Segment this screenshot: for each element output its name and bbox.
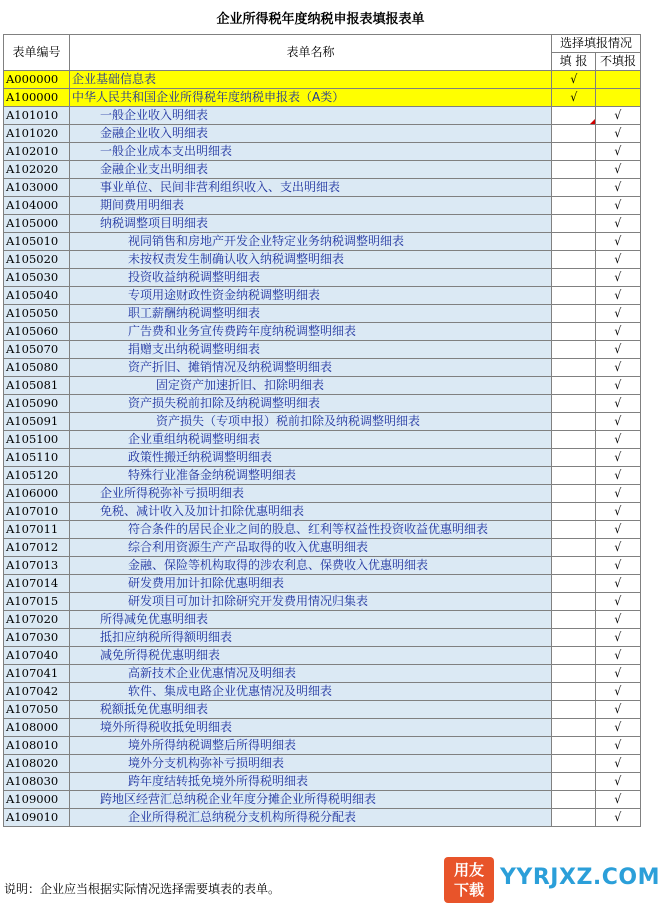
- fill-checkbox[interactable]: [552, 539, 596, 557]
- form-name: 企业基础信息表: [70, 71, 552, 89]
- nofill-checkbox[interactable]: [596, 431, 641, 449]
- table-row: [4, 341, 641, 359]
- check-mark-icon: √: [570, 72, 577, 86]
- fill-checkbox[interactable]: [552, 449, 596, 467]
- nofill-checkbox[interactable]: [596, 197, 641, 215]
- form-name: 金融企业收入明细表: [70, 125, 552, 143]
- fill-checkbox[interactable]: [552, 773, 596, 791]
- form-name: 企业重组纳税调整明细表: [70, 431, 552, 449]
- form-code: A000000: [4, 71, 70, 89]
- check-mark-icon: √: [570, 90, 577, 104]
- form-name: 境外分支机构弥补亏损明细表: [70, 755, 552, 773]
- fill-checkbox[interactable]: [552, 161, 596, 179]
- form-name: 金融、保险等机构取得的涉农利息、保费收入优惠明细表: [70, 557, 552, 575]
- check-mark-icon: √: [614, 180, 622, 194]
- table-row: [4, 107, 641, 125]
- form-name: 抵扣应纳税所得额明细表: [70, 629, 552, 647]
- form-code: A102010: [4, 143, 70, 161]
- nofill-checkbox[interactable]: [596, 701, 641, 719]
- fill-checkbox[interactable]: [552, 521, 596, 539]
- table-row: [4, 197, 641, 215]
- nofill-checkbox[interactable]: [596, 575, 641, 593]
- form-code: A107011: [4, 521, 70, 539]
- fill-checkbox[interactable]: [552, 197, 596, 215]
- form-name: 投资收益纳税调整明细表: [70, 269, 552, 287]
- table-row: [4, 395, 641, 413]
- nofill-checkbox[interactable]: [596, 269, 641, 287]
- nofill-checkbox[interactable]: [596, 215, 641, 233]
- table-row: [4, 377, 641, 395]
- form-code: A105081: [4, 377, 70, 395]
- form-code: A105100: [4, 431, 70, 449]
- fill-checkbox[interactable]: [552, 305, 596, 323]
- table-row: [4, 557, 641, 575]
- fill-checkbox[interactable]: [552, 323, 596, 341]
- form-code: A105010: [4, 233, 70, 251]
- form-code: A107042: [4, 683, 70, 701]
- form-code: A105070: [4, 341, 70, 359]
- form-name: 期间费用明细表: [70, 197, 552, 215]
- check-mark-icon: √: [614, 342, 622, 356]
- nofill-checkbox[interactable]: [596, 395, 641, 413]
- form-name: 资产损失税前扣除及纳税调整明细表: [70, 395, 552, 413]
- form-code: A105060: [4, 323, 70, 341]
- nofill-checkbox[interactable]: [596, 593, 641, 611]
- nofill-checkbox[interactable]: [596, 485, 641, 503]
- table-row: [4, 359, 641, 377]
- check-mark-icon: √: [614, 774, 622, 788]
- check-mark-icon: √: [614, 396, 622, 410]
- fill-checkbox[interactable]: [552, 251, 596, 269]
- fill-checkbox[interactable]: [552, 413, 596, 431]
- form-name: 未按权责发生制确认收入纳税调整明细表: [70, 251, 552, 269]
- header-name: 表单名称: [70, 35, 552, 71]
- check-mark-icon: √: [614, 216, 622, 230]
- check-mark-icon: √: [614, 756, 622, 770]
- form-code: A109000: [4, 791, 70, 809]
- form-code: A107010: [4, 503, 70, 521]
- table-row: [4, 215, 641, 233]
- fill-checkbox[interactable]: [552, 89, 596, 107]
- nofill-checkbox[interactable]: [596, 629, 641, 647]
- fill-checkbox[interactable]: [552, 359, 596, 377]
- form-name: 税额抵免优惠明细表: [70, 701, 552, 719]
- form-code: A105000: [4, 215, 70, 233]
- table-row: [4, 575, 641, 593]
- table-row: [4, 503, 641, 521]
- fill-checkbox[interactable]: [552, 71, 596, 89]
- fill-checkbox[interactable]: [552, 755, 596, 773]
- table-row: [4, 629, 641, 647]
- form-code: A101020: [4, 125, 70, 143]
- check-mark-icon: √: [614, 666, 622, 680]
- form-name: 视同销售和房地产开发企业特定业务纳税调整明细表: [70, 233, 552, 251]
- fill-checkbox[interactable]: [552, 287, 596, 305]
- form-code: A105080: [4, 359, 70, 377]
- table-row: [4, 89, 641, 107]
- check-mark-icon: √: [614, 126, 622, 140]
- form-name: 捐赠支出纳税调整明细表: [70, 341, 552, 359]
- form-code: A107020: [4, 611, 70, 629]
- nofill-checkbox[interactable]: [596, 467, 641, 485]
- table-row: [4, 485, 641, 503]
- fill-checkbox[interactable]: [552, 737, 596, 755]
- fill-checkbox[interactable]: [552, 269, 596, 287]
- fill-checkbox[interactable]: [552, 395, 596, 413]
- check-mark-icon: √: [614, 684, 622, 698]
- form-selection-table: [3, 34, 641, 827]
- fill-checkbox[interactable]: [552, 557, 596, 575]
- form-code: A105020: [4, 251, 70, 269]
- form-code: A106000: [4, 485, 70, 503]
- form-name: 政策性搬迁纳税调整明细表: [70, 449, 552, 467]
- table-row: [4, 809, 641, 827]
- nofill-checkbox[interactable]: [596, 107, 641, 125]
- check-mark-icon: √: [614, 576, 622, 590]
- form-name: 企业所得税汇总纳税分支机构所得税分配表: [70, 809, 552, 827]
- form-name: 纳税调整项目明细表: [70, 215, 552, 233]
- check-mark-icon: √: [614, 360, 622, 374]
- fill-checkbox[interactable]: [552, 233, 596, 251]
- nofill-checkbox[interactable]: [596, 125, 641, 143]
- form-name: 专项用途财政性资金纳税调整明细表: [70, 287, 552, 305]
- check-mark-icon: √: [614, 594, 622, 608]
- fill-checkbox[interactable]: [552, 341, 596, 359]
- check-mark-icon: √: [614, 738, 622, 752]
- form-code: A107030: [4, 629, 70, 647]
- form-name: 事业单位、民间非营利组织收入、支出明细表: [70, 179, 552, 197]
- nofill-checkbox[interactable]: [596, 305, 641, 323]
- form-name: 一般企业成本支出明细表: [70, 143, 552, 161]
- check-mark-icon: √: [614, 450, 622, 464]
- table-row: [4, 161, 641, 179]
- fill-checkbox[interactable]: [552, 503, 596, 521]
- nofill-checkbox[interactable]: [596, 503, 641, 521]
- check-mark-icon: √: [614, 720, 622, 734]
- nofill-checkbox[interactable]: [596, 161, 641, 179]
- nofill-checkbox[interactable]: [596, 647, 641, 665]
- watermark-badge: [444, 857, 494, 903]
- form-code: A107014: [4, 575, 70, 593]
- nofill-checkbox[interactable]: [596, 737, 641, 755]
- table-row: [4, 791, 641, 809]
- form-code: A105040: [4, 287, 70, 305]
- table-row: [4, 179, 641, 197]
- nofill-checkbox[interactable]: [596, 539, 641, 557]
- form-name: 境外所得税收抵免明细表: [70, 719, 552, 737]
- header-fill: 填 报: [552, 53, 596, 71]
- check-mark-icon: √: [614, 234, 622, 248]
- watermark-logo: [444, 855, 660, 905]
- form-name: 研发项目可加计扣除研究开发费用情况归集表: [70, 593, 552, 611]
- check-mark-icon: √: [614, 324, 622, 338]
- form-name: 免税、减计收入及加计扣除优惠明细表: [70, 503, 552, 521]
- form-name: 跨年度结转抵免境外所得税明细表: [70, 773, 552, 791]
- watermark-badge-bottom: 下载: [453, 881, 484, 899]
- table-row: [4, 431, 641, 449]
- fill-checkbox[interactable]: [552, 143, 596, 161]
- fill-checkbox[interactable]: [552, 683, 596, 701]
- check-mark-icon: √: [614, 306, 622, 320]
- check-mark-icon: √: [614, 432, 622, 446]
- table-row: [4, 773, 641, 791]
- form-name: 境外所得纳税调整后所得明细表: [70, 737, 552, 755]
- form-name: 高新技术企业优惠情况及明细表: [70, 665, 552, 683]
- check-mark-icon: √: [614, 792, 622, 806]
- form-code: A105030: [4, 269, 70, 287]
- check-mark-icon: √: [614, 504, 622, 518]
- page-title: 企业所得税年度纳税申报表填报表单: [216, 12, 425, 27]
- check-mark-icon: √: [614, 378, 622, 392]
- form-name: 特殊行业准备金纳税调整明细表: [70, 467, 552, 485]
- table-row: [4, 71, 641, 89]
- table-row: [4, 665, 641, 683]
- table-row: [4, 467, 641, 485]
- check-mark-icon: √: [614, 702, 622, 716]
- check-mark-icon: √: [614, 414, 622, 428]
- check-mark-icon: √: [614, 558, 622, 572]
- nofill-checkbox[interactable]: [596, 287, 641, 305]
- fill-checkbox[interactable]: [552, 575, 596, 593]
- form-code: A109010: [4, 809, 70, 827]
- table-row: [4, 143, 641, 161]
- fill-checkbox[interactable]: [552, 215, 596, 233]
- form-code: A108010: [4, 737, 70, 755]
- fill-checkbox[interactable]: [552, 107, 596, 125]
- form-code: A105090: [4, 395, 70, 413]
- form-code: A108030: [4, 773, 70, 791]
- check-mark-icon: √: [614, 468, 622, 482]
- check-mark-icon: √: [614, 522, 622, 536]
- nofill-checkbox[interactable]: [596, 341, 641, 359]
- table-row: [4, 449, 641, 467]
- fill-checkbox[interactable]: [552, 179, 596, 197]
- check-mark-icon: √: [614, 648, 622, 662]
- nofill-checkbox[interactable]: [596, 449, 641, 467]
- form-code: A103000: [4, 179, 70, 197]
- nofill-checkbox[interactable]: [596, 89, 641, 107]
- table-row: [4, 125, 641, 143]
- fill-checkbox[interactable]: [552, 431, 596, 449]
- form-code: A108020: [4, 755, 70, 773]
- table-row: [4, 593, 641, 611]
- check-mark-icon: √: [614, 252, 622, 266]
- table-row: [4, 683, 641, 701]
- form-code: A105120: [4, 467, 70, 485]
- nofill-checkbox[interactable]: [596, 377, 641, 395]
- nofill-checkbox[interactable]: [596, 179, 641, 197]
- nofill-checkbox[interactable]: [596, 323, 641, 341]
- table-row: [4, 233, 641, 251]
- nofill-checkbox[interactable]: [596, 773, 641, 791]
- watermark-site: YYRJXZ.COM: [500, 865, 660, 890]
- table-row: [4, 647, 641, 665]
- fill-checkbox[interactable]: [552, 665, 596, 683]
- form-code: A107041: [4, 665, 70, 683]
- fill-checkbox[interactable]: [552, 593, 596, 611]
- header-select: 选择填报情况: [552, 35, 641, 53]
- nofill-checkbox[interactable]: [596, 233, 641, 251]
- form-name: 跨地区经营汇总纳税企业年度分摊企业所得税明细表: [70, 791, 552, 809]
- check-mark-icon: √: [614, 486, 622, 500]
- fill-checkbox[interactable]: [552, 611, 596, 629]
- form-name: 软件、集成电路企业优惠情况及明细表: [70, 683, 552, 701]
- form-code: A107015: [4, 593, 70, 611]
- form-name: 减免所得税优惠明细表: [70, 647, 552, 665]
- check-mark-icon: √: [614, 288, 622, 302]
- form-name: 资产折旧、摊销情况及纳税调整明细表: [70, 359, 552, 377]
- table-row: [4, 719, 641, 737]
- check-mark-icon: √: [614, 810, 622, 824]
- form-code: A101010: [4, 107, 70, 125]
- check-mark-icon: √: [614, 540, 622, 554]
- header-nofill: 不填报: [596, 53, 641, 71]
- table-row: [4, 737, 641, 755]
- check-mark-icon: √: [614, 630, 622, 644]
- fill-checkbox[interactable]: [552, 647, 596, 665]
- check-mark-icon: √: [614, 108, 622, 122]
- fill-checkbox[interactable]: [552, 485, 596, 503]
- form-name: 一般企业收入明细表: [70, 107, 552, 125]
- form-code: A100000: [4, 89, 70, 107]
- form-name: 企业所得税弥补亏损明细表: [70, 485, 552, 503]
- nofill-checkbox[interactable]: [596, 809, 641, 827]
- nofill-checkbox[interactable]: [596, 683, 641, 701]
- nofill-checkbox[interactable]: [596, 719, 641, 737]
- form-code: A107013: [4, 557, 70, 575]
- nofill-checkbox[interactable]: [596, 665, 641, 683]
- table-row: [4, 755, 641, 773]
- form-name: 广告费和业务宣传费跨年度纳税调整明细表: [70, 323, 552, 341]
- form-code: A107050: [4, 701, 70, 719]
- check-mark-icon: √: [614, 612, 622, 626]
- check-mark-icon: √: [614, 198, 622, 212]
- form-name: 金融企业支出明细表: [70, 161, 552, 179]
- nofill-checkbox[interactable]: [596, 71, 641, 89]
- fill-checkbox[interactable]: [552, 377, 596, 395]
- nofill-checkbox[interactable]: [596, 521, 641, 539]
- table-row: [4, 413, 641, 431]
- table-row: [4, 269, 641, 287]
- form-code: A105110: [4, 449, 70, 467]
- footnote: 说明：企业应当根据实际情况选择需要填表的表单。: [4, 882, 281, 896]
- form-name: 研发费用加计扣除优惠明细表: [70, 575, 552, 593]
- form-name: 中华人民共和国企业所得税年度纳税申报表（A类）: [70, 89, 552, 107]
- nofill-checkbox[interactable]: [596, 755, 641, 773]
- table-row: [4, 287, 641, 305]
- form-code: A108000: [4, 719, 70, 737]
- comment-indicator-icon: [590, 119, 595, 124]
- form-code: A107012: [4, 539, 70, 557]
- nofill-checkbox[interactable]: [596, 611, 641, 629]
- check-mark-icon: √: [614, 144, 622, 158]
- table-row: [4, 251, 641, 269]
- form-name: 所得减免优惠明细表: [70, 611, 552, 629]
- form-name: 符合条件的居民企业之间的股息、红利等权益性投资收益优惠明细表: [70, 521, 552, 539]
- form-name: 固定资产加速折旧、扣除明细表: [70, 377, 552, 395]
- fill-checkbox[interactable]: [552, 125, 596, 143]
- form-code: A105050: [4, 305, 70, 323]
- nofill-checkbox[interactable]: [596, 143, 641, 161]
- form-code: A102020: [4, 161, 70, 179]
- nofill-checkbox[interactable]: [596, 359, 641, 377]
- form-code: A107040: [4, 647, 70, 665]
- form-name: 资产损失（专项申报）税前扣除及纳税调整明细表: [70, 413, 552, 431]
- table-row: [4, 323, 641, 341]
- check-mark-icon: √: [614, 162, 622, 176]
- nofill-checkbox[interactable]: [596, 557, 641, 575]
- fill-checkbox[interactable]: [552, 467, 596, 485]
- header-code: 表单编号: [4, 35, 70, 71]
- fill-checkbox[interactable]: [552, 809, 596, 827]
- table-row: [4, 539, 641, 557]
- nofill-checkbox[interactable]: [596, 251, 641, 269]
- form-name: 综合利用资源生产产品取得的收入优惠明细表: [70, 539, 552, 557]
- nofill-checkbox[interactable]: [596, 791, 641, 809]
- form-name: 职工薪酬纳税调整明细表: [70, 305, 552, 323]
- header-row-1: [4, 35, 641, 53]
- fill-checkbox[interactable]: [552, 629, 596, 647]
- fill-checkbox[interactable]: [552, 701, 596, 719]
- form-code: A104000: [4, 197, 70, 215]
- watermark-badge-top: 用友: [453, 861, 484, 879]
- table-row: [4, 701, 641, 719]
- table-row: [4, 611, 641, 629]
- table-row: [4, 305, 641, 323]
- fill-checkbox[interactable]: [552, 719, 596, 737]
- fill-checkbox[interactable]: [552, 791, 596, 809]
- table-row: [4, 521, 641, 539]
- form-code: A105091: [4, 413, 70, 431]
- check-mark-icon: √: [614, 270, 622, 284]
- nofill-checkbox[interactable]: [596, 413, 641, 431]
